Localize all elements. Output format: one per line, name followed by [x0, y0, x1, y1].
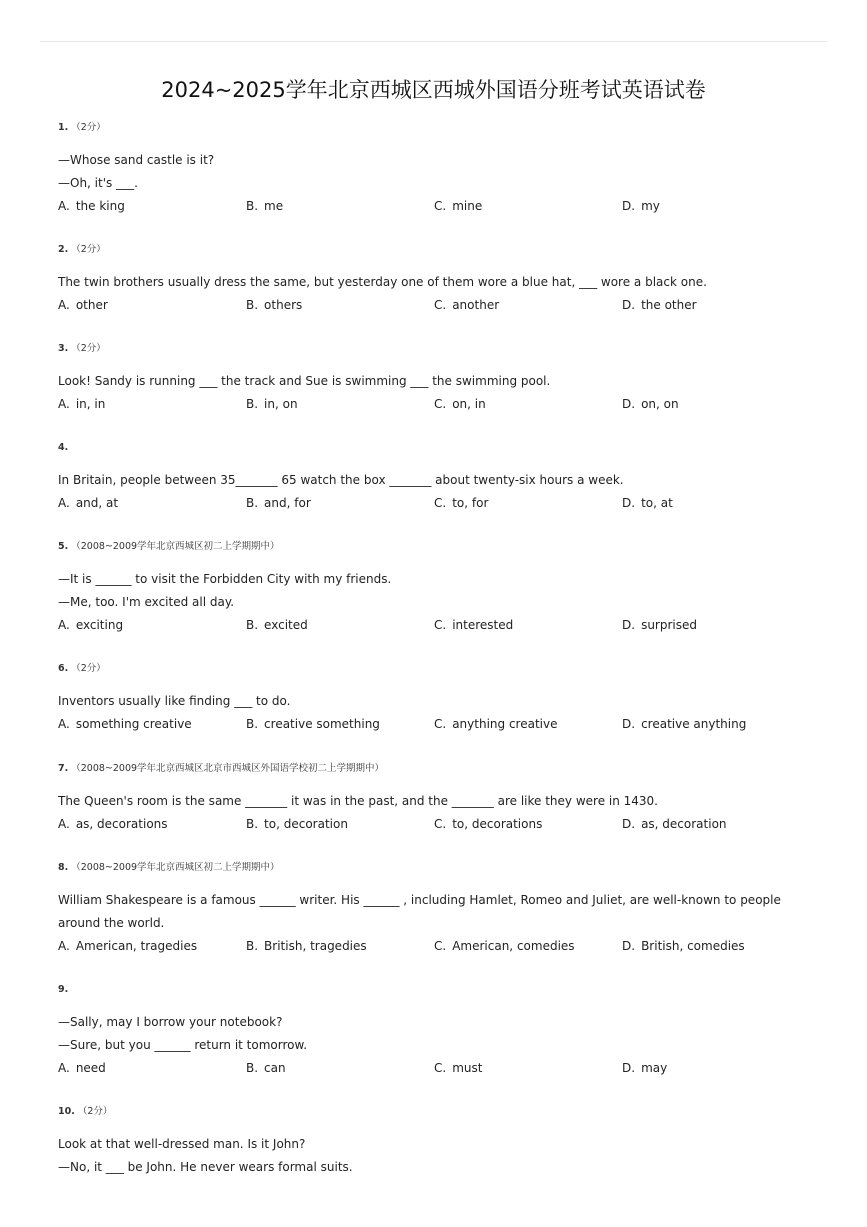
options — [58, 935, 828, 958]
option-b[interactable]: B. others — [246, 298, 303, 312]
question-line: —Oh, it's ___. — [58, 176, 138, 190]
option-a[interactable]: A. in, in — [58, 397, 106, 411]
question-number: 5. — [58, 541, 69, 552]
question-meta: （2分） — [71, 244, 106, 255]
question-meta: （2分） — [71, 122, 106, 133]
option-b[interactable]: B. British, tragedies — [246, 939, 367, 953]
question-line: Look at that well-dressed man. Is it John? — [58, 1137, 306, 1151]
question-line: Inventors usually like finding ___ to do. — [58, 694, 291, 708]
question-6 — [58, 662, 828, 736]
option-b[interactable]: B. and, for — [246, 496, 311, 510]
options — [58, 294, 828, 317]
question-meta: （2008~2009学年北京西城区初二上学期期中） — [71, 862, 280, 873]
question-line: —Me, too. I'm excited all day. — [58, 595, 235, 609]
question-meta: （2分） — [71, 343, 106, 354]
option-c[interactable]: C. anything creative — [434, 717, 558, 731]
option-c[interactable]: C. American, comedies — [434, 939, 575, 953]
question-1 — [58, 121, 828, 218]
question-line: —Whose sand castle is it? — [58, 153, 215, 167]
question-line: William Shakespeare is a famous ______ writer. His ______ , including Hamlet, Romeo and Juliet, are well-known to people around the world. — [58, 893, 781, 930]
question-meta: （2008~2009学年北京西城区初二上学期期中） — [71, 541, 280, 552]
options — [58, 393, 828, 416]
option-b[interactable]: B. in, on — [246, 397, 298, 411]
question-number: 8. — [58, 862, 69, 873]
question-header — [58, 762, 828, 776]
options — [58, 195, 828, 218]
option-b[interactable]: B. excited — [246, 618, 308, 632]
question-number: 7. — [58, 763, 69, 774]
option-a[interactable]: A. as, decorations — [58, 817, 168, 831]
option-a[interactable]: A. and, at — [58, 496, 119, 510]
option-c[interactable]: C. mine — [434, 199, 483, 213]
question-header — [58, 441, 828, 455]
option-d[interactable]: D. the other — [622, 298, 697, 312]
question-2 — [58, 243, 828, 317]
options — [58, 713, 828, 736]
option-d[interactable]: D. to, at — [622, 496, 673, 510]
option-b[interactable]: B. to, decoration — [246, 817, 348, 831]
question-3 — [58, 342, 828, 416]
option-c[interactable]: C. interested — [434, 618, 514, 632]
option-d[interactable]: D. may — [622, 1061, 668, 1075]
question-line: The Queen's room is the same _______ it was in the past, and the _______ are like they were in 1430. — [58, 794, 658, 808]
question-header — [58, 342, 828, 356]
question-header — [58, 243, 828, 257]
question-4 — [58, 441, 828, 515]
question-line: —It is ______ to visit the Forbidden City with my friends. — [58, 572, 392, 586]
option-d[interactable]: D. on, on — [622, 397, 679, 411]
options — [58, 614, 828, 637]
question-number: 1. — [58, 122, 69, 133]
option-a[interactable]: A. exciting — [58, 618, 124, 632]
option-c[interactable]: C. must — [434, 1061, 483, 1075]
option-c[interactable]: C. to, decorations — [434, 817, 543, 831]
option-d[interactable]: D. as, decoration — [622, 817, 727, 831]
question-line: The twin brothers usually dress the same, but yesterday one of them wore a blue hat, ___ wore a black one. — [58, 275, 707, 289]
question-line: Look! Sandy is running ___ the track and Sue is swimming ___ the swimming pool. — [58, 374, 551, 388]
question-header — [58, 983, 828, 997]
option-b[interactable]: B. can — [246, 1061, 286, 1075]
question-header — [58, 121, 828, 135]
option-c[interactable]: C. on, in — [434, 397, 486, 411]
page-title: 2024~2025学年北京西城区西城外国语分班考试英语试卷 — [161, 78, 706, 102]
question-line: —No, it ___ be John. He never wears formal suits. — [58, 1160, 353, 1174]
options — [58, 1057, 828, 1080]
question-9 — [58, 983, 828, 1080]
question-header — [58, 861, 828, 875]
options — [58, 492, 828, 515]
question-header — [58, 540, 828, 554]
question-number: 4. — [58, 442, 69, 453]
option-d[interactable]: D. British, comedies — [622, 939, 745, 953]
option-b[interactable]: B. me — [246, 199, 284, 213]
question-header — [58, 662, 828, 676]
question-number: 10. — [58, 1106, 75, 1117]
question-5 — [58, 540, 828, 637]
option-c[interactable]: C. another — [434, 298, 500, 312]
question-line: In Britain, people between 35_______ 65 watch the box _______ about twenty-six hours a week. — [58, 473, 624, 487]
question-number: 9. — [58, 984, 69, 995]
question-number: 3. — [58, 343, 69, 354]
question-meta: （2分） — [77, 1106, 113, 1117]
option-a[interactable]: A. need — [58, 1061, 106, 1075]
question-line: —Sure, but you ______ return it tomorrow. — [58, 1038, 308, 1052]
option-a[interactable]: A. the king — [58, 199, 125, 213]
question-10 — [58, 1105, 828, 1179]
question-number: 2. — [58, 244, 69, 255]
option-a[interactable]: A. American, tragedies — [58, 939, 198, 953]
question-header — [58, 1105, 828, 1119]
option-d[interactable]: D. creative anything — [622, 717, 747, 731]
question-8 — [58, 861, 828, 958]
options — [58, 813, 828, 836]
question-number: 6. — [58, 663, 69, 674]
option-a[interactable]: A. other — [58, 298, 108, 312]
option-b[interactable]: B. creative something — [246, 717, 380, 731]
option-d[interactable]: D. my — [622, 199, 660, 213]
top-divider — [40, 41, 827, 42]
option-d[interactable]: D. surprised — [622, 618, 697, 632]
question-line: —Sally, may I borrow your notebook? — [58, 1015, 283, 1029]
question-meta: （2分） — [71, 663, 106, 674]
question-meta: （2008~2009学年北京西城区北京市西城区外国语学校初二上学期期中） — [71, 763, 385, 774]
option-a[interactable]: A. something creative — [58, 717, 192, 731]
option-c[interactable]: C. to, for — [434, 496, 489, 510]
question-7 — [58, 762, 828, 836]
